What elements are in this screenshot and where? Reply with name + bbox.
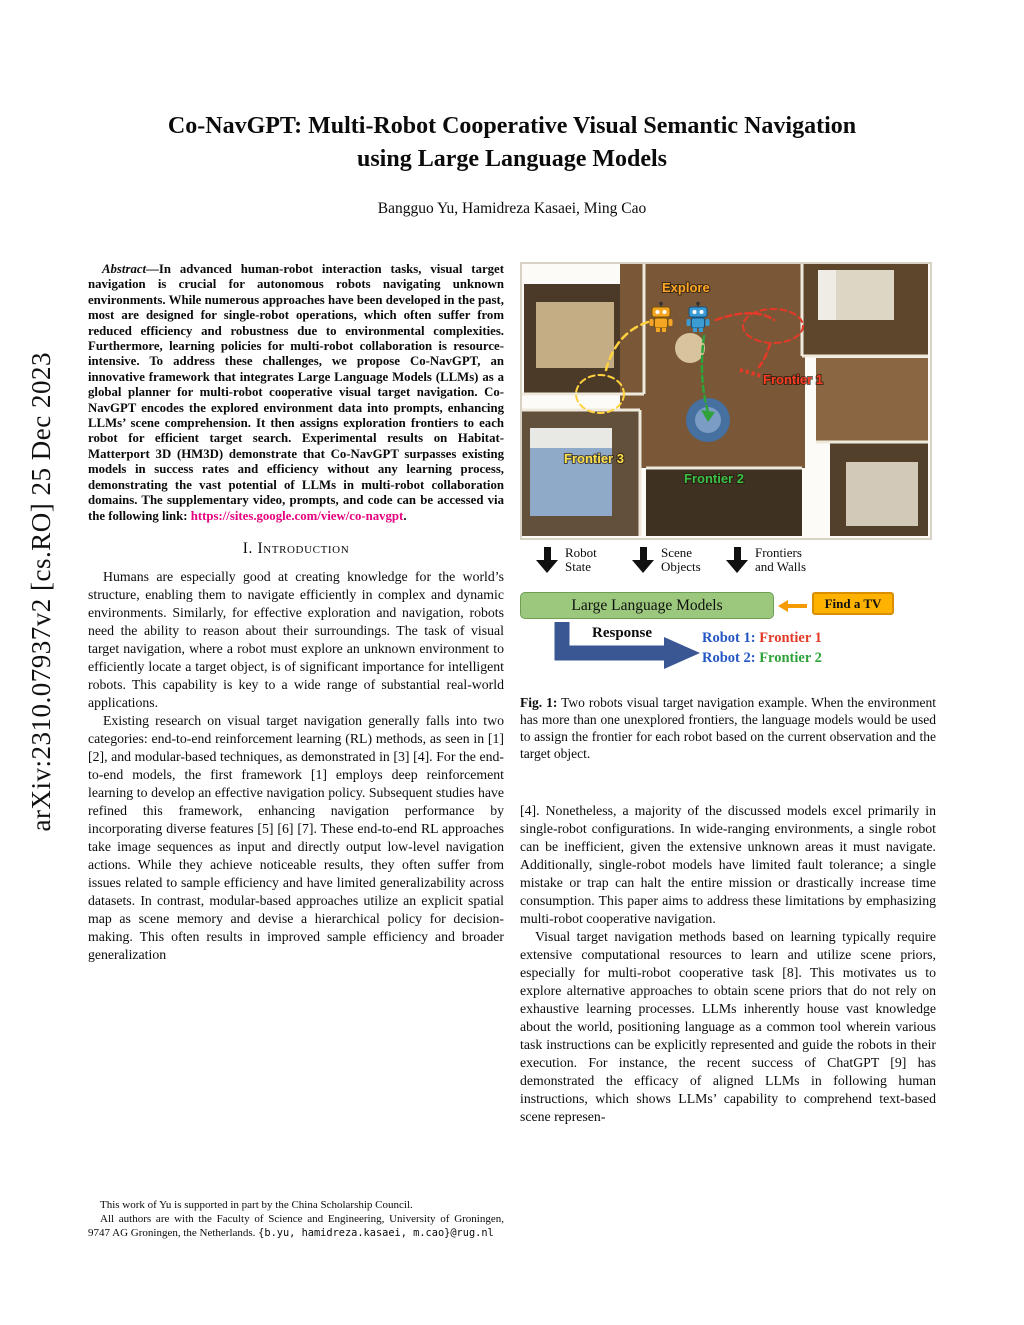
abstract-body: In advanced human-robot interaction tasks, visual target navigation is crucial for autonomous robots navigating unknown environments. While numerous approaches have been developed in the past, most are designed for single-robot operations, which often suffer from reduced efficiency and robustness due to environmental complexities. Furthermore, learning policies for multi-robot collaboration is resource-intensive. To address these challenges, we propose Co-NavGPT, an innovative framework that integrates Large Language Models (LLMs) as a global planner for multi-robot cooperative visual target navigation. Co-NavGPT encodes the explored environment data into prompts, enhancing LLMs’ scene comprehension. It then assigns exploration frontiers to each robot for efficient target search. Experimental results on Habitat-Matterport 3D (HM3D) demonstrate that Co-NavGPT surpasses existing models in success rates and efficiency without any learning process, demonstrating the vast potential of LLMs in multi-robot collaboration domains. The supplementary video, prompts, and code can be accessed via the following link: [88,262,504,523]
task-to-llm-arrow-icon [778,600,808,612]
abstract-label: Abstract— [102,262,159,276]
paper-title-line2: using Large Language Models [356,146,668,172]
legend-label: Scene [661,545,693,560]
legend-robot-state: Robot State [536,546,597,574]
intro-paragraph-1: Humans are especially good at creating knowledge for the world’s structure, enabling them to navigate efficiently in complex and dynamic environments. Similarly, for effective exploration and navigation, robots need the ability to reason about their surroundings. The task of visual target navigation, where a robot must explore an unknown environment to efficiently locate a target object, is of significant importance for intelligent robots. This capability is key to a wide range of substantial real-world applications. [88,568,504,710]
frontier-3-label: Frontier 3 [564,451,624,466]
footnote-funding: This work of Yu is supported in part by the China Scholarship Council. [100,1199,413,1211]
arxiv-sidebar-label: arXiv:2310.07937v2 [cs.RO] 25 Dec 2023 [26,352,56,832]
body-paragraph-3: [4]. Nonetheless, a majority of the discussed models excel primarily in single-robot configurations. In wide-ranging environments, a single robot can be inefficient, given the extensive unknown areas it must navigate. Additionally, single-robot models have limited fault tolerance; a single mistake or trap can halt the entire mission or drastically increase time consumption. This paper aims to address these limitations by emphasizing multi-robot cooperative navigation. [520,803,936,926]
abstract [88,262,504,524]
paper-title [0,110,1024,176]
right-column [520,262,936,1126]
right-column-text [520,802,936,1126]
footnote-affiliation: All authors are with the Faculty of Science and Engineering, University of Groningen, 9747 AG Groningen, the Netherlands. {b.yu, hamidreza.kasaei, m.cao}@rug.nl [88,1213,504,1239]
project-link[interactable]: https://sites.google.com/view/co-navgpt [190,508,404,523]
explore-label: Explore [662,280,710,295]
figure-1-caption [520,694,936,762]
response-row [520,622,932,676]
llm-row [520,592,932,620]
down-arrow-icon [536,547,558,573]
legend-label: Frontiers [755,545,802,560]
figure-1-caption-label: Fig. 1: [520,695,558,710]
figure-1-caption-text: Two robots visual target navigation example. When the environment has more than one unexplored frontiers, the language models would be used to assign the frontier for each robot based on the current observation and the target object. [520,695,936,761]
abstract-link-suffix: . [403,508,407,523]
down-arrow-icon [632,547,654,573]
figure-1 [520,262,936,762]
robot-frontier-assignments [702,628,822,668]
legend-scene-objects: Scene Objects [632,546,701,574]
frontier-1-label: Frontier 1 [763,372,823,387]
paper-header [0,110,1024,218]
frontier-2-label: Frontier 2 [684,471,744,486]
body-paragraph-4: Visual target navigation methods based on learning typically require extensive computational resources to learn and utilize scene priors, especially for multi-robot cooperative task [8]. This motivates us to explore alternative approaches to obtain scene priors that do not rely on exhaustive learning processes. LLMs inherently house vast knowledge about the world, positioning language as a common tool wherein various task instructions can be explicitly represented and guide the robots in their execution. For instance, the recent success of ChatGPT [9] has demonstrated the efficacy of aligned LLMs in following human instructions, which shows LLMs’ capability to comprehend text-based scene represen- [520,929,936,1124]
assignment-robot-1: Robot 1: Frontier 1 [702,630,822,646]
left-column [88,262,504,1240]
intro-paragraph-2: Existing research on visual target navigation generally falls into two categories: end-to-end reinforcement learning (RL) methods, as seen in [1] [2], and modular-based techniques, as demonstrated in [3] [4]. For the end-to-end models, the first framework [1] employs deep reinforcement learning to develop an effective navigation policy. Subsequent studies have refined this framework, enhancing navigation performance by incorporating diverse features [5] [6] [7]. These end-to-end RL approaches take image sequences as input and directly output low-level navigation actions. While they achieve noticeable results, they often suffer from issues related to sample efficiency and have limited generalizability across datasets. In contrast, modular-based approaches utilize an explicit spatial map as scene memory and devise a hierarchical policy for decision-making. This often results in improved sample efficiency and broader generalization [88,712,504,962]
paper-authors: Bangguo Yu, Hamidreza Kasaei, Ming Cao [377,200,647,217]
section-heading-introduction: I. Introduction [242,539,350,557]
legend-label: Robot [565,545,597,560]
figure-1-canvas [520,262,932,676]
footnote-emails: {b.yu, hamidreza.kasaei, m.cao}@rug.nl [258,1227,494,1239]
legend-frontiers-walls: Frontiers and Walls [726,546,806,574]
task-box: Find a TV [812,592,894,615]
apartment-map-image [520,262,932,540]
response-label: Response [592,625,653,641]
assignment-robot-2: Robot 2: Frontier 2 [702,650,822,666]
figure-legend [520,546,932,584]
footnote [88,1198,504,1240]
down-arrow-icon [726,547,748,573]
llm-box: Large Language Models [520,592,774,619]
paper-title-line1: Co-NavGPT: Multi-Robot Cooperative Visual Semantic Navigation [167,113,857,139]
